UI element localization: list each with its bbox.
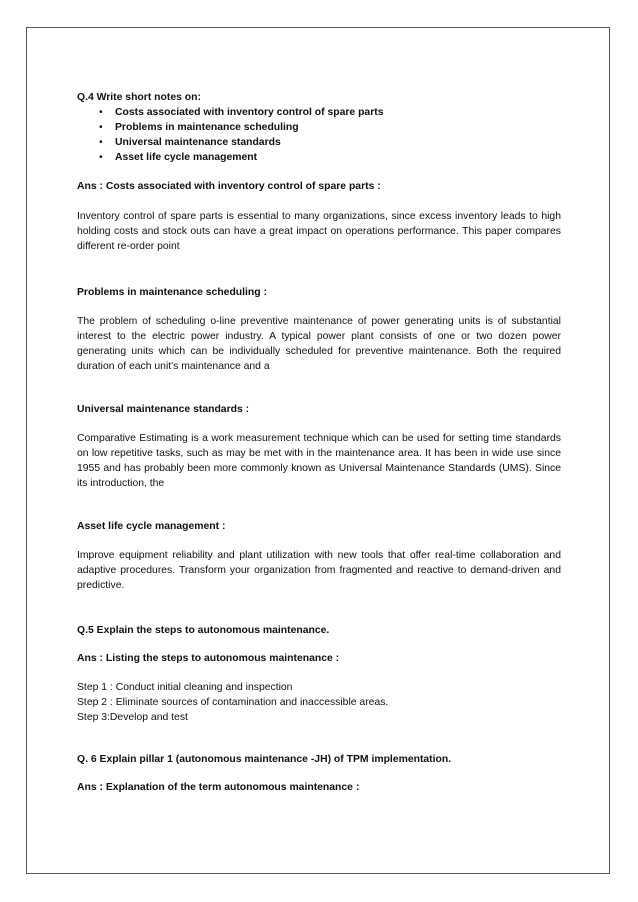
q6-answer-heading: Ans : Explanation of the term autonomous maintenance : xyxy=(77,782,360,793)
document-body xyxy=(77,90,561,795)
step-item: Step 2 : Eliminate sources of contamination and inaccessible areas. xyxy=(77,697,389,708)
list-item: • Asset life cycle management xyxy=(99,152,258,163)
section-paragraph-asset-life-cycle: Improve equipment reliability and plant utilization with new tools that offer real-time collaboration and adaptive procedures. Transform your organization from fragmented and reactive to demand-driven and predictive. xyxy=(77,550,561,591)
section-paragraph-universal-standards: Comparative Estimating is a work measurement technique which can be used for setting time standards on low repetitive tasks, such as may be met with in the maintenance area. It has been in wide use since 1955 and has probably been more commonly known as Universal Maintenance Standards (UMS). Since its introduction, the xyxy=(77,433,561,489)
q5-answer-heading: Ans : Listing the steps to autonomous maintenance : xyxy=(77,653,340,664)
q4-answer-heading: Ans : Costs associated with inventory control of spare parts : xyxy=(77,181,381,192)
bullet-icon: • xyxy=(99,152,103,163)
q4-bullet-list xyxy=(77,105,561,165)
section-heading-universal-standards: Universal maintenance standards : xyxy=(77,404,250,415)
bullet-icon: • xyxy=(99,137,103,148)
bullet-icon: • xyxy=(99,122,103,133)
list-item: • Problems in maintenance scheduling xyxy=(99,122,299,133)
list-item: • Costs associated with inventory control of spare parts xyxy=(99,107,384,118)
section-heading-maintenance-scheduling: Problems in maintenance scheduling : xyxy=(77,287,267,298)
q6-question: Q. 6 Explain pillar 1 (autonomous maintenance -JH) of TPM implementation. xyxy=(77,754,452,765)
q5-steps xyxy=(77,680,561,725)
list-item: • Universal maintenance standards xyxy=(99,137,281,148)
step-item: Step 3:Develop and test xyxy=(77,712,188,723)
q4-answer-paragraph: Inventory control of spare parts is essential to many organizations, since excess inventory leads to high holding costs and stock outs can have a great impact on operations performance. This paper compares different re-order point xyxy=(77,211,561,252)
q5-question: Q.5 Explain the steps to autonomous maintenance. xyxy=(77,625,330,636)
step-item: Step 1 : Conduct initial cleaning and inspection xyxy=(77,682,293,693)
section-heading-asset-life-cycle: Asset life cycle management : xyxy=(77,521,226,532)
q4-question: Q.4 Write short notes on: xyxy=(77,92,201,103)
section-paragraph-maintenance-scheduling: The problem of scheduling o-line preventive maintenance of power generating units is of substantial interest to the electric power industry. A typical power plant consists of one or two dozen power generating units which can be individually scheduled for preventive maintenance. Both the required duration of each unit's maintenance and a xyxy=(77,316,561,372)
bullet-icon: • xyxy=(99,107,103,118)
